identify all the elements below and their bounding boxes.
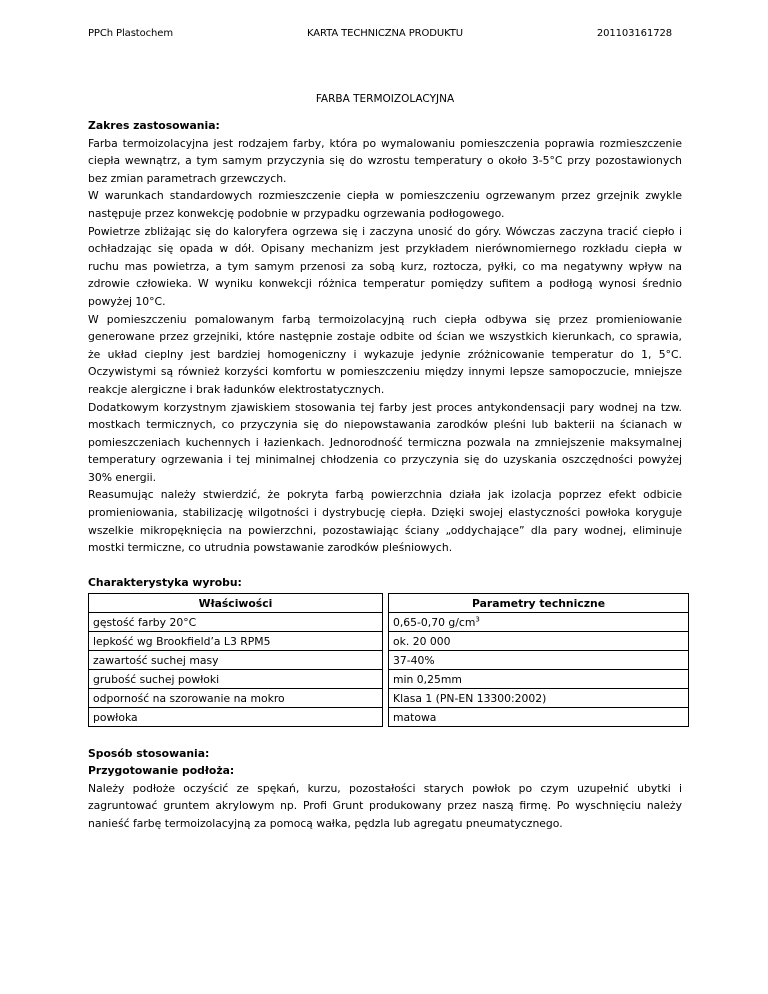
table-header-row (89, 594, 689, 613)
table-row (89, 670, 689, 689)
property-cell: zawartość suchej masy (89, 651, 383, 670)
page-header (88, 28, 682, 44)
property-cell: lepkość wg Brookfield’a L3 RPM5 (89, 632, 383, 651)
column-header-property: Właściwości (89, 594, 383, 613)
scope-paragraph-4: W pomieszczeniu pomalowanym farbą termoizolacyjną ruch ciepła odbywa się przez promieniowanie generowane przez grzejniki, które następnie zostaje odbite od ścian we wszystkich kierunkach, co sprawia, że układ cieplny jest bardziej homogeniczny i wykazuje jedynie zróżnicowanie temperatur do 1, 5°C. Oczywistymi są również korzyści komfortu w pomieszczeniu między innymi lepsze samopoczucie, mniejsze reakcje alergiczne i brak ładunków elektrostatycznych. (88, 312, 682, 396)
characteristics-table (88, 593, 689, 727)
scope-paragraph-3: Powietrze zbliżając się do kaloryfera ogrzewa się i zaczyna unosić do góry. Wówczas zaczyna tracić ciepło i ochładzając się opada w dół. Opisany mechanizm jest przykładem nierównomiernego rozkładu ciepła w ruchu mas powietrza, a tym samym przenosi za sobą kurz, roztocza, pyłki, co ma negatywny wpływ na zdrowie człowieka. W wyniku konwekcji różnica temperatur pomiędzy sufitem a podłogą wynosi średnio powyżej 10°C. (88, 224, 682, 308)
table-row (89, 708, 689, 727)
value-cell: min 0,25mm (389, 670, 689, 689)
scope-paragraph-5: Dodatkowym korzystnym zjawiskiem stosowania tej farby jest proces antykondensacji pary wodnej na tzw. mostkach termicznych, co przyczynia się do niepowstawania zarodków pleśni lub bakterii na ścianach w pomieszczeniach kuchennych i łazienkach. Jednorodność termiczna pozwala na zmniejszenie maksymalnej temperatury ogrzewania i tej minimalnej chłodzenia co przyczynia się do uzyskania oszczędności powyżej 30% energii. (88, 400, 682, 484)
value-cell: 0,65-0,70 $g/cm^3$ (389, 613, 689, 632)
document-number: 201103161728 (596, 28, 672, 39)
property-cell: gęstość farby 20°C (89, 613, 383, 632)
scope-paragraph-2: W warunkach standardowych rozmieszczenie ciepła w pomieszczeniu ogrzewanym przez grzejnik zwykle następuje przez konwekcję podobnie w przypadku ogrzewania podłogowego. (88, 189, 682, 220)
table-row (89, 613, 689, 632)
property-cell: powłoka (89, 708, 383, 727)
scope-paragraph-1: Farba termoizolacyjna jest rodzajem farby, która po wymalowaniu pomieszczenia poprawia rozmieszczenie ciepła wewnątrz, a tym samym przyczynia się do wzrostu temperatury o około 3-5°C przy pozostawionych bez zmian parametrach grzewczych. (88, 136, 682, 185)
company-name: PPCh Plastochem (88, 28, 173, 39)
superscript: 3 (475, 614, 480, 623)
scope-paragraph-6: Reasumując należy stwierdzić, że pokryta farbą powierzchnia działa jak izolacja poprzez efekt odbicie promieniowania, stabilizację wilgotności i dystrybucję ciepła. Dzięki swojej elastyczności powłoka koryguje wszelkie mikropęknięcia na powierzchni, pozostawiając ściany „oddychające” dla pary wodnej, eliminuje mostki termiczne, co utrudnia powstawanie zarodków pleśniowych. (88, 488, 682, 555)
column-header-parameters: Parametry techniczne (389, 594, 689, 613)
table-row (89, 651, 689, 670)
document-type: KARTA TECHNICZNA PRODUKTU (306, 28, 464, 39)
property-cell: odporność na szorowanie na mokro (89, 689, 383, 708)
value-cell: ok. 20 000 (389, 632, 689, 651)
table-row (89, 689, 689, 708)
document-body (88, 117, 682, 833)
usage-heading: Sposób stosowania: (88, 746, 210, 760)
preparation-subheading: Przygotowanie podłoża: (88, 764, 235, 778)
preparation-paragraph: Należy podłoże oczyścić ze spękań, kurzu, pozostałości starych powłok po czym uzupełnić ubytki i zagruntować gruntem akrylowym np. Profi Grunt produkowany przez naszą firmę. Po wyschnięciu należy nanieść farbę termoizolacyjną za pomocą wałka, pędzla lub agregatu pneumatycznego. (88, 781, 682, 830)
value-cell: Klasa 1 (PN-EN 13300:2002) (389, 689, 689, 708)
product-title: FARBA TERMOIZOLACYJNA (315, 93, 455, 105)
characteristics-heading: Charakterystyka wyrobu: (88, 576, 242, 590)
scope-heading: Zakres zastosowania: (88, 119, 220, 132)
table-row (89, 632, 689, 651)
value-cell: matowa (389, 708, 689, 727)
property-cell: grubość suchej powłoki (89, 670, 383, 689)
value-cell: 37-40% (389, 651, 689, 670)
